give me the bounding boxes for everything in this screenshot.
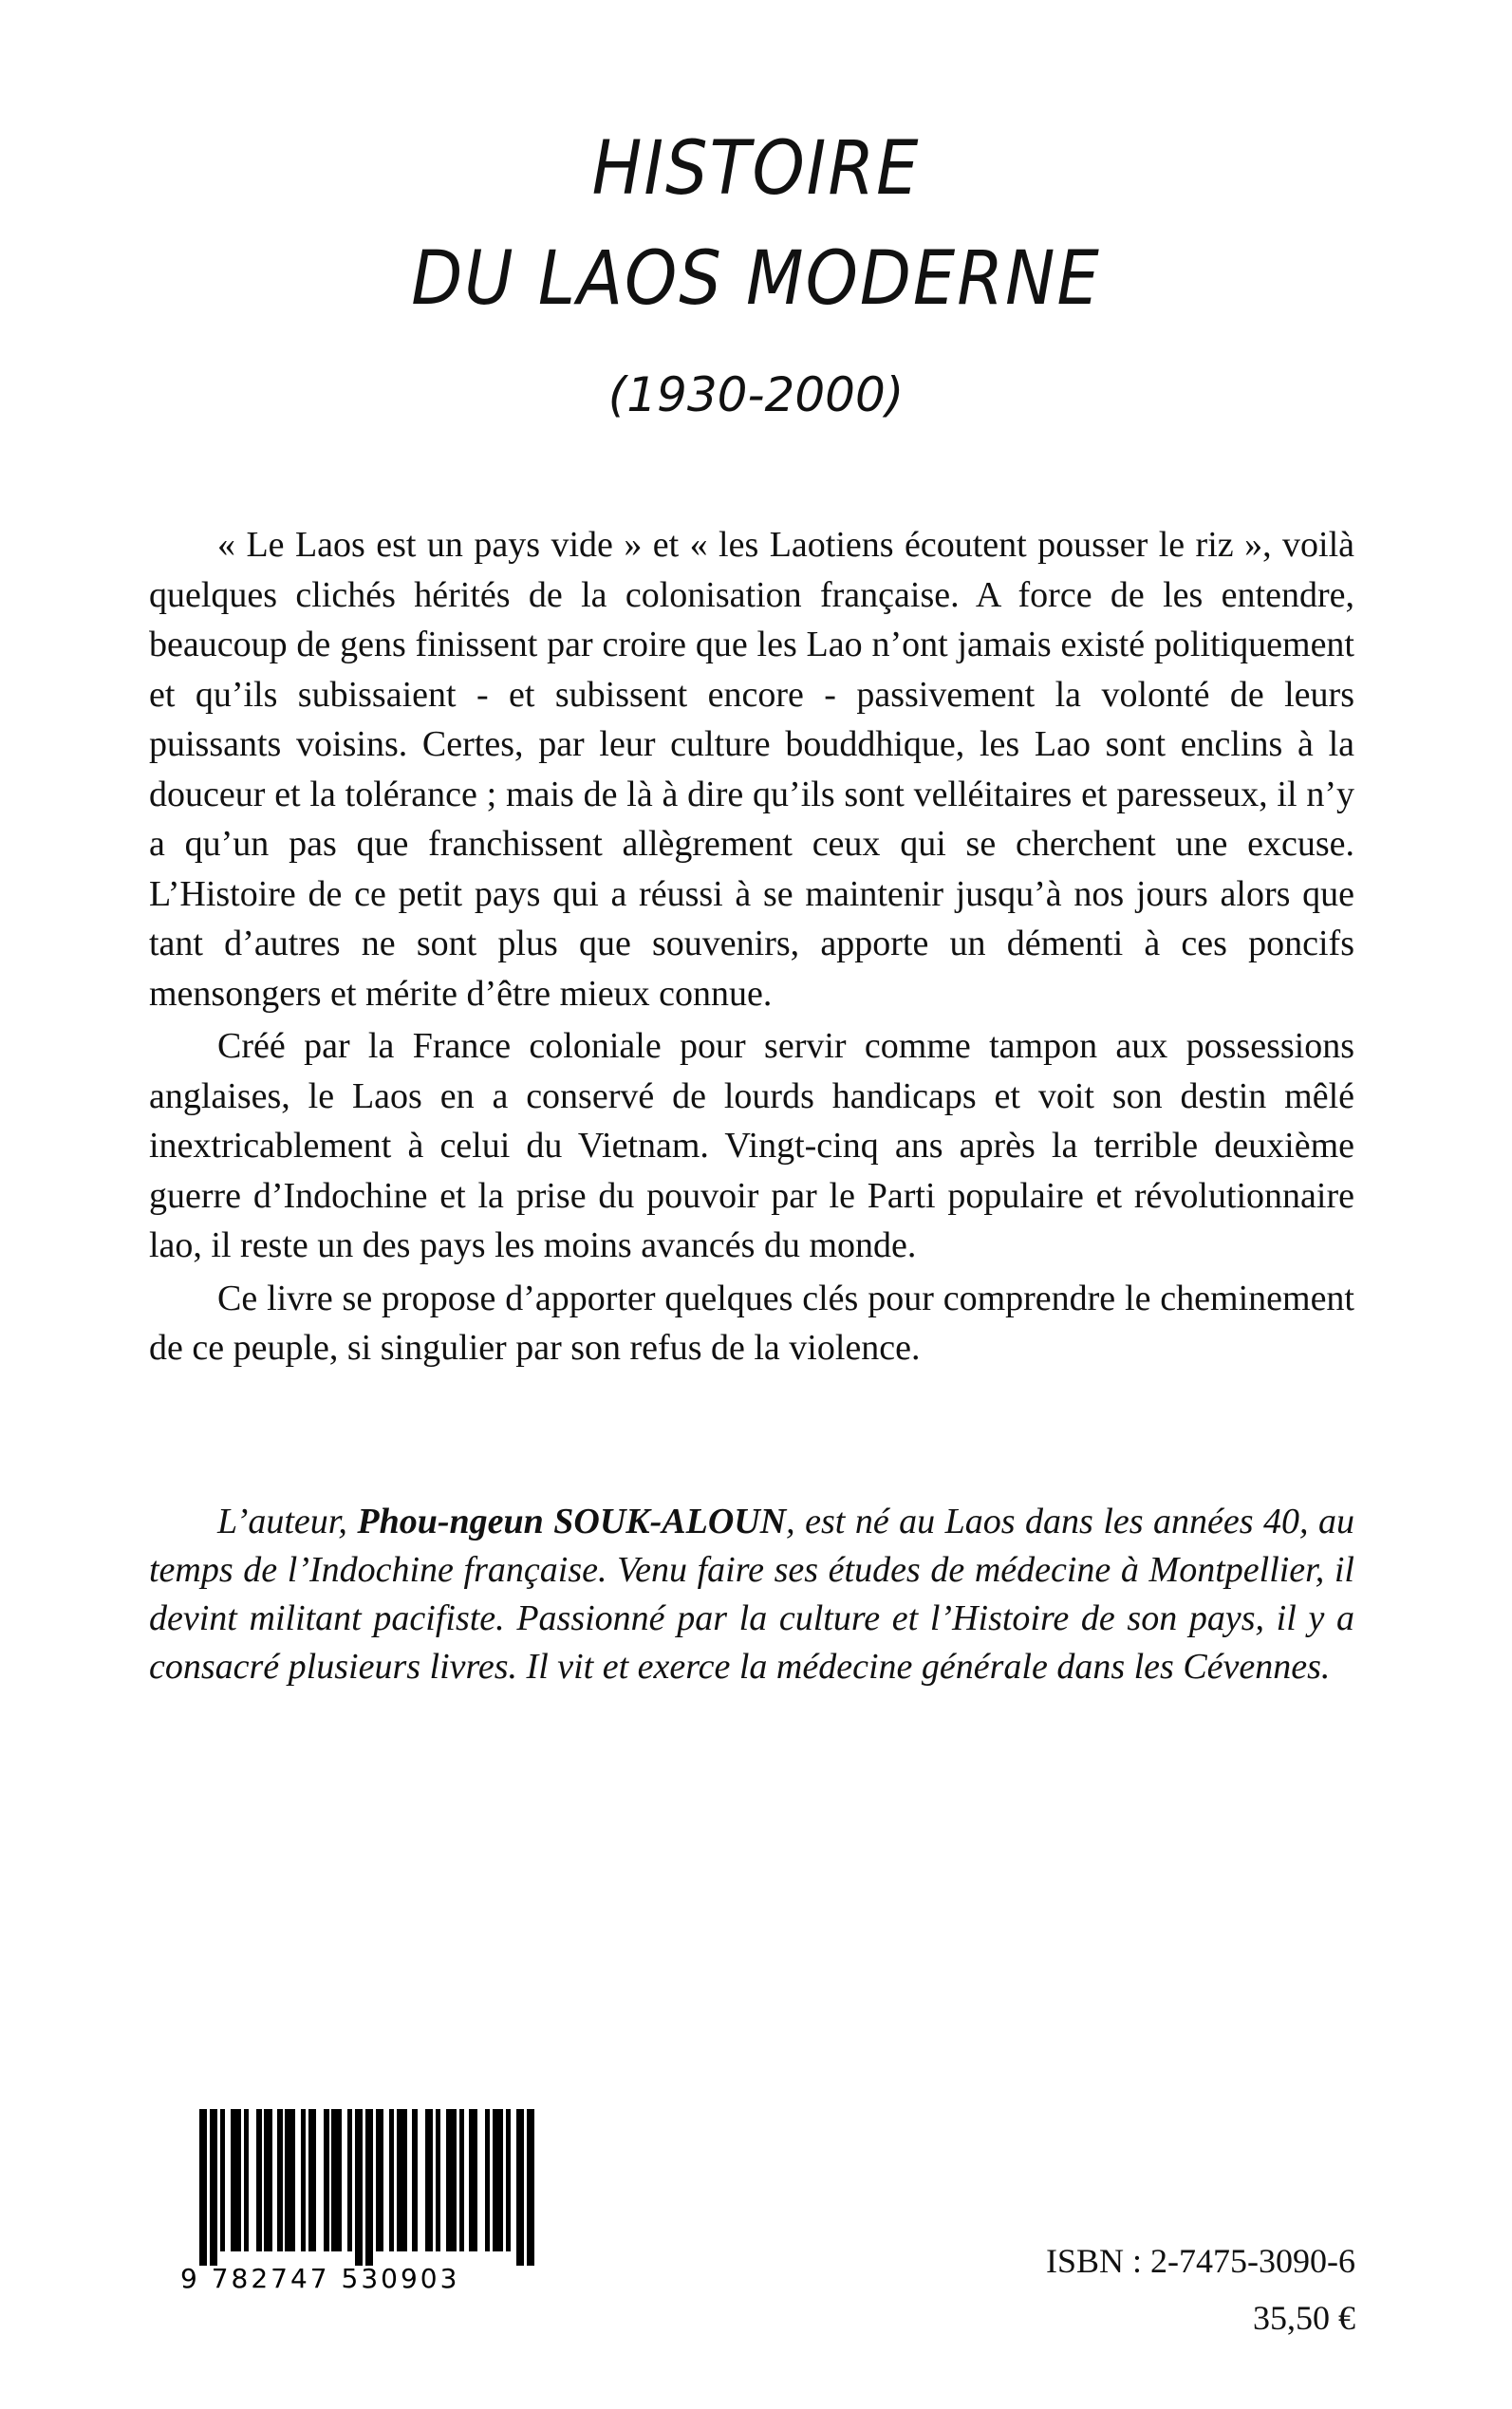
- back-cover-blurb: [149, 520, 1354, 1376]
- barcode-bar: [425, 2109, 433, 2251]
- author-bio-text: , est né au Laos dans les années 40, au temps de l’Indochine française. Venu faire ses études de médecine à Montpellier, il devint militant pacifiste. Passionné par la culture et l’Histoire de son pays, il y a consacré plusieurs livres. Il vit et exerce la médecine générale dans les Cévennes.: [149, 1502, 1354, 1687]
- barcode-bar: [516, 2109, 524, 2266]
- barcode-bars: [199, 2109, 541, 2263]
- title-line-2: DU LAOS MODERNE: [411, 236, 1101, 322]
- barcode-gap: [249, 2109, 256, 2251]
- barcode-gap: [477, 2109, 485, 2251]
- barcode-bar: [231, 2109, 241, 2251]
- barcode-bar: [469, 2109, 476, 2251]
- barcode-bar: [376, 2109, 383, 2251]
- author-bio: [149, 1498, 1354, 1691]
- cover-title: [0, 114, 1512, 423]
- barcode: [180, 2109, 551, 2294]
- barcode-bar: [446, 2109, 457, 2251]
- title-dates: (1930-2000): [607, 367, 905, 422]
- blurb-paragraph-1: « Le Laos est un pays vide » et « les Laotiens écoutent pousser le riz », voilà quelques clichés hérités de la colonisation française. A force de les entendre, beaucoup de gens finissent par croire que les Lao n’ont jamais existé politiquement et qu’ils subissaient - et subissent encore - passivement la volonté de leurs puissants voisins. Certes, par leur culture bouddhique, les Lao sont enclins à la douceur et la tolérance ; mais de là à dire qu’ils sont velléitaires et paresseux, il n’y a qu’un pas que franchissent allègrement ceux qui se cherchent une excuse. L’Histoire de ce petit pays qui a réussi à se maintenir jusqu’à nos jours alors que tant d’autres ne sont plus que souvenirs, apporte un démenti à ces poncifs mensongers et mérite d’être mieux connue.: [149, 525, 1354, 1014]
- barcode-gap: [418, 2109, 425, 2251]
- author-bio-paragraph: [149, 1498, 1354, 1691]
- barcode-bar: [210, 2109, 217, 2266]
- barcode-bar: [493, 2109, 503, 2251]
- author-name: Phou-ngeun SOUK-ALOUN: [357, 1502, 787, 1541]
- isbn-number: ISBN : 2-7475-3090-6: [1046, 2242, 1355, 2280]
- isbn-block: [1046, 2232, 1355, 2346]
- barcode-bar: [331, 2109, 342, 2251]
- blurb-paragraph-3: Ce livre se propose d’apporter quelques clés pour comprendre le cheminement de ce peuple, si singulier par son refus de la violence.: [149, 1278, 1354, 1368]
- barcode-bar: [355, 2109, 363, 2266]
- barcode-bar: [365, 2109, 373, 2266]
- barcode-gap: [316, 2109, 324, 2251]
- barcode-bar: [527, 2109, 534, 2266]
- price: 35,50 €: [1253, 2299, 1355, 2337]
- barcode-bar: [285, 2109, 295, 2251]
- barcode-bar: [199, 2109, 207, 2266]
- blurb-paragraph-2: Créé par la France coloniale pour servir comme tampon aux possessions anglaises, le Laos en a conservé de lourds handicaps et voit son destin mêlé inextricablement à celui du Vietnam. Vingt-cinq ans après la terrible deuxième guerre d’Indochine et la prise du pouvoir par le Parti populaire et révolutionnaire lao, il reste un des pays les moins avancés du monde.: [149, 1026, 1354, 1265]
- barcode-bar: [397, 2109, 407, 2251]
- author-intro: L’auteur,: [217, 1502, 358, 1541]
- barcode-gap: [534, 2109, 537, 2251]
- barcode-bar: [308, 2109, 316, 2251]
- barcode-digits: 9 782747 530903: [180, 2263, 460, 2294]
- title-line-1: HISTOIRE: [591, 126, 921, 212]
- barcode-bar: [264, 2109, 271, 2251]
